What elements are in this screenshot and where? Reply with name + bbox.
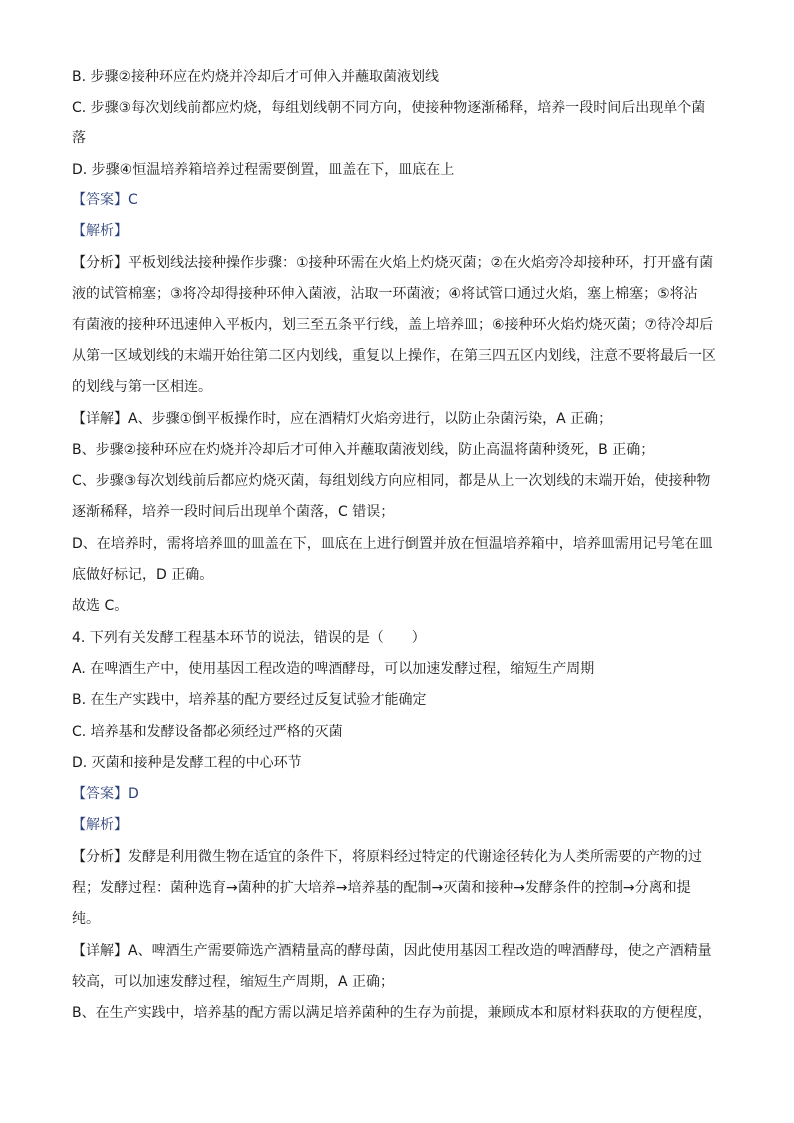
text-line: 【分析】发酵是利用微生物在适宜的条件下，将原料经过特定的代谢途径转化为人类所需要的产物的过 [72,849,702,865]
text-line: 有菌液的接种环迅速伸入平板内，划三至五条平行线，盖上培养皿；⑥接种环火焰灼烧灭菌；⑦待冷却后 [72,317,714,333]
text-line: D. 步骤④恒温培养箱培养过程需要倒置，皿盖在下，皿底在上 [72,162,455,178]
answer-label: 【答案】C [72,192,138,208]
option-b: B. 在生产实践中，培养基的配方要经过反复试验才能确定 [72,692,427,708]
text-line: 纯。 [72,911,100,927]
text-line: 【分析】平板划线法接种操作步骤：①接种环需在火焰上灼烧灭菌；②在火焰旁冷却接种环，打开盛有菌 [72,255,714,271]
option-a: A. 在啤酒生产中，使用基因工程改造的啤酒酵母，可以加速发酵过程，缩短生产周期 [72,661,595,677]
text-line: B. 步骤②接种环应在灼烧并冷却后才可伸入并蘸取菌液划线 [72,69,440,85]
option-c: C. 培养基和发酵设备都必须经过严格的灭菌 [72,724,343,740]
text-line: 【详解】A、啤酒生产需要筛选产酒精量高的酵母菌，因此使用基因工程改造的啤酒酵母，使之产酒精量 [72,943,712,959]
text-line: C、步骤③每次划线前后都应灼烧灭菌，每组划线方向应相同，都是从上一次划线的末端开始，使接种物 [72,473,711,489]
text-line: 的划线与第一区相连。 [72,379,212,395]
text-line: 液的试管棉塞；③将冷却得接种环伸入菌液，沾取一环菌液；④将试管口通过火焰，塞上棉塞；⑤将沾 [72,286,698,302]
text-line: 落 [72,130,86,146]
text-line: 底做好标记，D 正确。 [72,567,214,583]
question-stem: 4. 下列有关发酵工程基本环节的说法，错误的是（ ） [72,630,426,646]
text-line: 程；发酵过程：菌种选育→菌种的扩大培养→培养基的配制→灭菌和接种→发酵条件的控制→分离和提 [72,880,691,896]
text-line: B、步骤②接种环应在灼烧并冷却后才可伸入并蘸取菌液划线，防止高温将菌种烫死，B 正确； [72,442,655,458]
text-line: D、在培养时，需将培养皿的皿盖在下，皿底在上进行倒置并放在恒温培养箱中，培养皿需用记号笔在皿 [72,536,713,552]
option-d: D. 灭菌和接种是发酵工程的中心环节 [72,755,302,771]
text-line: 逐渐稀释，培养一段时间后出现单个菌落，C 错误； [72,504,395,520]
text-line: 从第一区域划线的末端开始往第二区内划线，重复以上操作，在第三四五区内划线，注意不要将最后一区 [72,348,716,364]
analysis-label: 【解析】 [72,817,128,833]
text-line: B、在生产实践中，培养基的配方需以满足培养菌种的生存为前提，兼顾成本和原材料获取的方便程度， [72,1005,712,1021]
answer-label: 【答案】D [72,786,139,802]
analysis-label: 【解析】 [72,223,128,239]
text-line: 故选 C。 [72,598,129,614]
text-line: 较高，可以加速发酵过程，缩短生产周期，A 正确； [72,974,395,990]
text-line: C. 步骤③每次划线前都应灼烧，每组划线朝不同方向，使接种物逐渐稀释，培养一段时间后出现单个菌 [72,100,706,116]
text-line: 【详解】A、步骤①倒平板操作时，应在酒精灯火焰旁进行，以防止杂菌污染，A 正确； [72,411,613,427]
